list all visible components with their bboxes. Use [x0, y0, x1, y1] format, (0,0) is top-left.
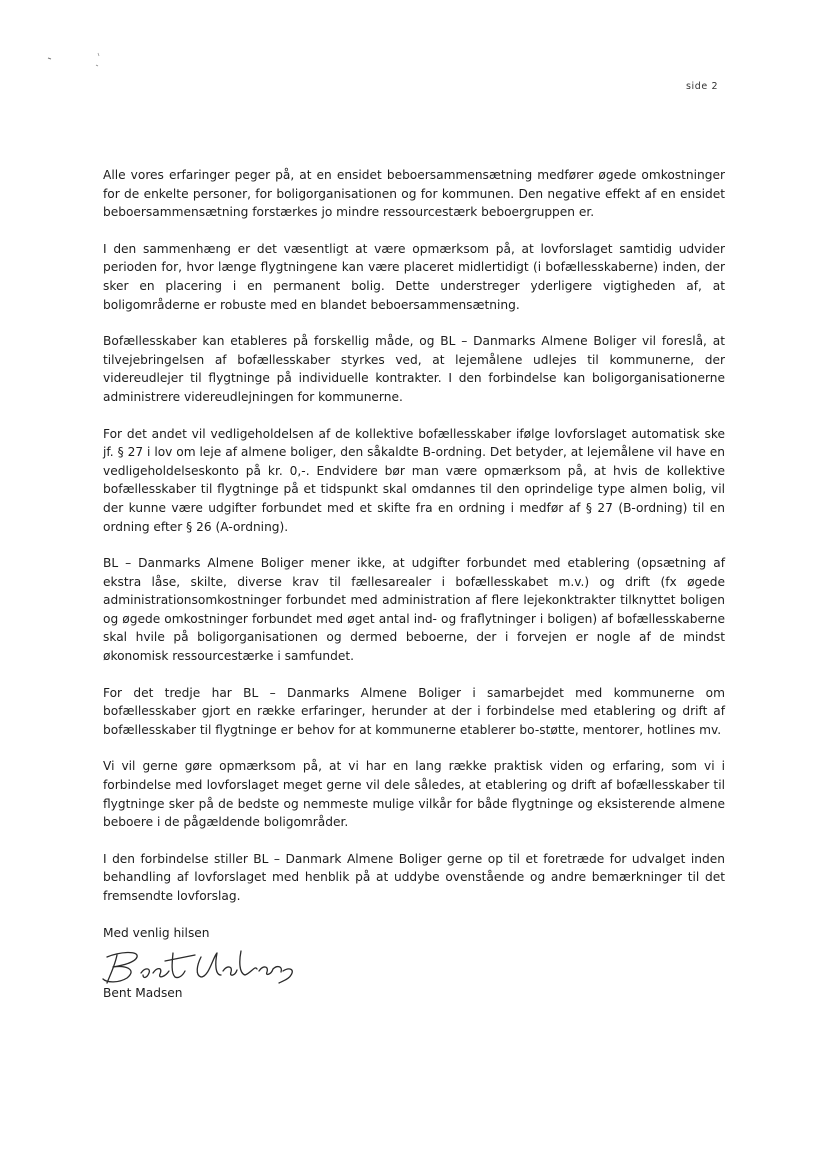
signer-name: Bent Madsen — [103, 985, 183, 1000]
closing-greeting: Med venlig hilsen — [103, 925, 210, 940]
paragraph: For det andet vil vedligeholdelsen af de kollektive bofællesskaber ifølge lovforslaget automatisk ske jf. § 27 i lov om leje af almene boliger, den såkaldte B-ordning. Det betyder, at lejemålene vil have en vedligeholdelseskonto på kr. 0,-. Endvidere bør man være opmærksom på, at hvis de kollektive bofællesskaber til flygtninge på et tidspunkt skal omdannes til den oprindelige type almen bolig, vil der kunne være udgifter forbundet med et skifte fra en ordning i medfør af § 27 (B-ordning) til en ordning efter § 26 (A-ordning). — [103, 426, 725, 534]
paragraph: For det tredje har BL – Danmarks Almene Boliger i samarbejdet med kommunerne om bofællesskaber gjort en række erfaringer, herunder at der i forbindelse med etablering og drift af bofællesskaber til flygtninge er behov for at kommunerne etablerer bo-støtte, mentorer, hotlines mv. — [103, 685, 725, 737]
handwritten-signature — [97, 943, 312, 987]
paragraph: I den sammenhæng er det væsentligt at være opmærksom på, at lovforslaget samtidig udvider perioden for, hvor længe flygtningene kan være placeret midlertidigt (i bofællesskaberne) inden, der sker en placering i en permanent bolig. Dette understreger yderligere vigtigheden af, at boligområderne er robuste med en blandet beboersammensætning. — [103, 241, 725, 312]
paragraph: Bofællesskaber kan etableres på forskellig måde, og BL – Danmarks Almene Boliger vil foreslå, at tilvejebringelsen af bofællesskaber styrkes ved, at lejemålene udlejes til kommunerne, der videreudlejer til flygtninge på individuelle kontrakter. I den forbindelse kan boligorganisationerne administrere videreudlejningen for kommunerne. — [103, 334, 725, 404]
scan-mark — [40, 48, 110, 78]
paragraph: Vi vil gerne gøre opmærksom på, at vi har en lang række praktisk viden og erfaring, som vi i forbindelse med lovforslaget meget gerne vil dele således, at etablering og drift af bofællesskaber til flygtninge sker på de bedste og nemmeste mulige vilkår for både flygtninge og eksisterende almene beboere i de pågældende boligområder. — [103, 759, 725, 830]
letter-body — [103, 166, 725, 1002]
page-number: side 2 — [686, 81, 719, 92]
paragraph: BL – Danmarks Almene Boliger mener ikke, at udgifter forbundet med etablering (opsætning af ekstra låse, skilte, diverse krav til fællesarealer i bofællesskabet m.v.) og drift (fx øgede administrationsomkostninger forbundet med administration af flere lejekonktrakter tilknyttet boligen og øgede omkostninger forbundet med øget antal ind- og fraflytninger i boligen) af bofællesskaberne skal hvile på boligorganisationen og dermed beboerne, der i forvejen er nogle af de mindst økonomisk ressourcestærke i samfundet. — [103, 556, 725, 664]
paragraph: I den forbindelse stiller BL – Danmark Almene Boliger gerne op til et foretræde for udvalget inden behandling af lovforslaget med henblik på at uddybe ovenstående og andre bemærkninger til det fremsendte lovforslag. — [103, 851, 725, 903]
paragraph: Alle vores erfaringer peger på, at en ensidet beboersammensætning medfører øgede omkostninger for de enkelte personer, for boligorganisationen og for kommunen. Den negative effekt af en ensidet beboersammensætning forstærkes jo mindre ressourcestærk beboergruppen er. — [103, 168, 725, 220]
